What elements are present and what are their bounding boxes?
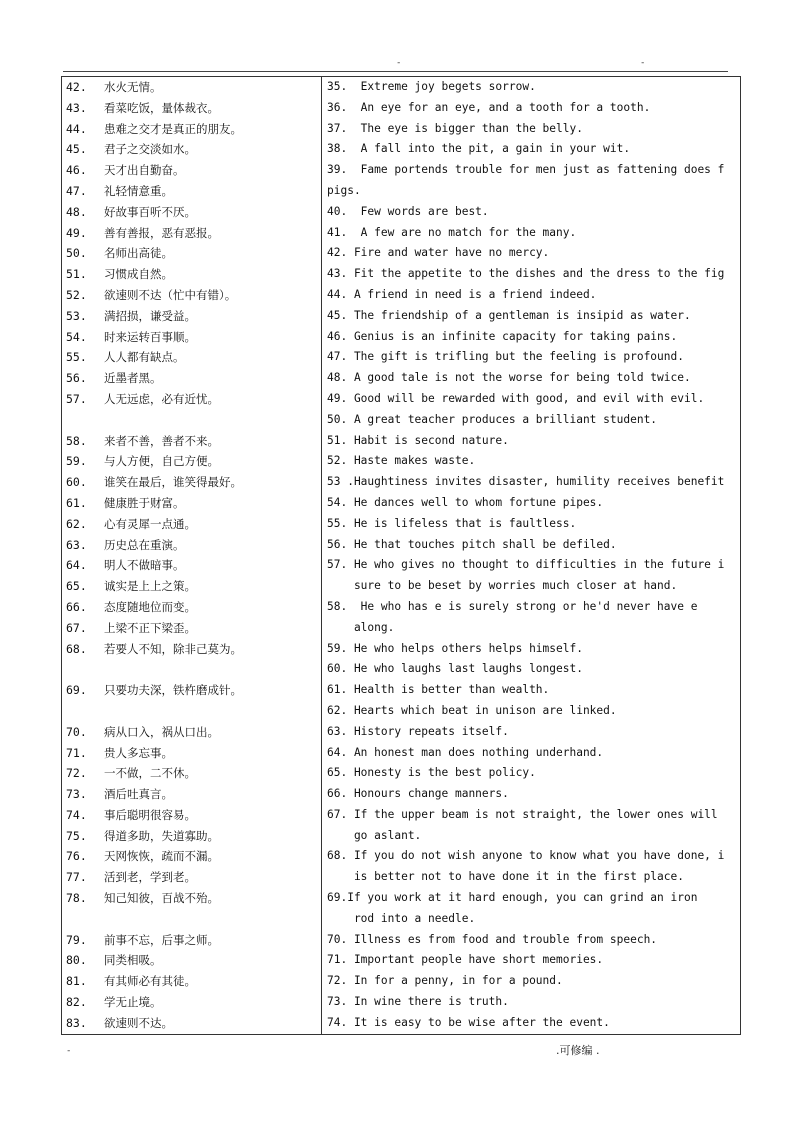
proverb-number: 53. — [66, 308, 87, 323]
chinese-proverb-row — [62, 846, 321, 867]
english-proverb-line: 47. The gift is trifling but the feeling is profound. — [327, 350, 684, 364]
proverb-text: 人人都有缺点。 — [104, 350, 185, 365]
english-proverb-line: sure to be beset by worries much closer at hand. — [327, 579, 678, 593]
proverb-number: 60. — [66, 475, 87, 490]
proverb-number: 65. — [66, 579, 87, 594]
proverb-number: 52. — [66, 287, 87, 302]
proverb-number: 63. — [66, 537, 87, 552]
proverb-text: 知己知彼，百战不殆。 — [104, 891, 219, 906]
english-proverb-line: 58. He who has e is surely strong or he'd never have e — [327, 599, 698, 613]
chinese-proverb-row — [62, 639, 321, 660]
english-proverb-line: 35. Extreme joy begets sorrow. — [327, 80, 536, 93]
proverb-number: 43. — [66, 100, 87, 115]
proverb-number: 56. — [66, 371, 87, 386]
english-proverb-line: 41. A few are no match for the many. — [327, 225, 577, 239]
chinese-proverb-row — [62, 909, 321, 930]
english-proverb-line: 56. He that touches pitch shall be defiled. — [327, 537, 617, 551]
proverb-number: 73. — [66, 787, 87, 802]
proverb-number: 80. — [66, 953, 87, 968]
chinese-proverb-row — [62, 451, 321, 472]
proverb-number: 82. — [66, 995, 87, 1010]
english-column — [322, 77, 741, 1035]
english-proverb-line: 70. Illness es from food and trouble from speech. — [327, 932, 658, 946]
proverb-number: 76. — [66, 849, 87, 864]
chinese-proverb-row — [62, 1013, 321, 1034]
english-proverb-line: 71. Important people have short memories. — [327, 953, 604, 967]
english-proverb-line: 59. He who helps others helps himself. — [327, 641, 583, 655]
proverb-number: 55. — [66, 350, 87, 365]
proverb-number: 57. — [66, 391, 87, 406]
proverb-number: 46. — [66, 163, 87, 178]
chinese-proverb-row — [62, 576, 321, 597]
chinese-proverb-row — [62, 431, 321, 452]
proverb-text: 欲速则不达（忙中有错）。 — [104, 287, 237, 302]
chinese-proverb-row — [62, 888, 321, 909]
proverb-text: 人无远虑，必有近忧。 — [104, 391, 219, 406]
english-proverb-line: 72. In for a penny, in for a pound. — [327, 974, 563, 988]
chinese-proverb-row — [62, 119, 321, 140]
english-proverb-line: 43. Fit the appetite to the dishes and the dress to the fig — [327, 267, 725, 281]
english-proverb-line: 63. History repeats itself. — [327, 724, 509, 738]
english-proverb-line: 42. Fire and water have no mercy. — [327, 246, 550, 260]
proverb-text: 患难之交才是真正的朋友。 — [104, 121, 242, 136]
proverb-text: 与人方便，自己方便。 — [104, 454, 219, 469]
english-proverb-line: 36. An eye for an eye, and a tooth for a tooth. — [327, 100, 651, 114]
proverb-number: 45. — [66, 142, 87, 157]
proverb-number: 44. — [66, 121, 87, 136]
english-proverb-line: 57. He who gives no thought to difficulties in the future i — [327, 558, 725, 572]
proverb-number: 54. — [66, 329, 87, 344]
english-proverb-line: 50. A great teacher produces a brilliant student. — [327, 412, 658, 426]
proverb-number: 75. — [66, 828, 87, 843]
chinese-proverb-row — [62, 805, 321, 826]
chinese-proverb-row — [62, 992, 321, 1013]
english-proverb-line: 54. He dances well to whom fortune pipes. — [327, 495, 604, 509]
proverb-number: 79. — [66, 932, 87, 947]
proverb-number: 67. — [66, 620, 87, 635]
english-proverb-line: 60. He who laughs last laughs longest. — [327, 662, 583, 676]
chinese-proverb-row — [62, 243, 321, 264]
proverb-text: 看菜吃饭，量体裁衣。 — [104, 100, 219, 115]
footer-editable-note: .可修编 . — [556, 1044, 600, 1057]
english-proverb-line: 61. Health is better than wealth. — [327, 683, 550, 697]
chinese-proverb-row — [62, 264, 321, 285]
proverb-text: 健康胜于财富。 — [104, 495, 185, 510]
chinese-proverb-row — [62, 597, 321, 618]
proverb-number: 74. — [66, 807, 87, 822]
proverb-text: 有其师必有其徒。 — [104, 974, 196, 989]
chinese-proverb-row — [62, 680, 321, 701]
proverb-number: 62. — [66, 516, 87, 531]
chinese-proverb-row — [62, 306, 321, 327]
chinese-proverb-row — [62, 389, 321, 410]
chinese-proverb-row — [62, 223, 321, 244]
english-proverb-line: 49. Good will be rewarded with good, and evil with evil. — [327, 391, 705, 405]
proverb-text: 天才出自勤奋。 — [104, 163, 185, 178]
chinese-proverb-row — [62, 514, 321, 535]
chinese-proverb-row — [62, 493, 321, 514]
proverb-number: 83. — [66, 1015, 87, 1030]
english-proverb-line: pigs. — [327, 183, 361, 197]
proverb-text: 心有灵犀一点通。 — [104, 516, 196, 531]
proverb-text: 事后聪明很容易。 — [104, 807, 196, 822]
chinese-proverb-row — [62, 327, 321, 348]
chinese-proverb-row — [62, 285, 321, 306]
english-proverb-line: 40. Few words are best. — [327, 204, 489, 218]
chinese-proverb-row — [62, 763, 321, 784]
english-proverb-line: go aslant. — [327, 828, 422, 842]
english-proverb-line: 69.If you work at it hard enough, you can grind an iron — [327, 891, 698, 905]
chinese-proverb-row — [62, 98, 321, 119]
proverb-text: 时来运转百事顺。 — [104, 329, 196, 344]
english-proverb-line: 66. Honours change manners. — [327, 787, 509, 801]
proverb-text: 来者不善，善者不来。 — [104, 433, 219, 448]
chinese-proverb-row — [62, 472, 321, 493]
english-proverb-line: 55. He is lifeless that is faultless. — [327, 516, 577, 530]
chinese-proverb-row — [62, 618, 321, 639]
english-proverb-line: 73. In wine there is truth. — [327, 995, 509, 1009]
chinese-proverb-row — [62, 867, 321, 888]
english-proverb-line: 74. It is easy to be wise after the event. — [327, 1015, 610, 1029]
english-proverb-line: 64. An honest man does nothing underhand. — [327, 745, 604, 759]
english-proverb-line: 37. The eye is bigger than the belly. — [327, 121, 583, 135]
proverb-text: 天网恢恢，疏而不漏。 — [104, 849, 219, 864]
proverb-number: 42. — [66, 80, 87, 94]
proverb-text: 酒后吐真言。 — [104, 787, 173, 802]
proverb-number: 68. — [66, 641, 87, 656]
english-proverb-line: 39. Fame portends trouble for men just as fattening does f — [327, 163, 725, 177]
proverb-text: 上梁不正下梁歪。 — [104, 620, 196, 635]
english-proverb-line: 52. Haste makes waste. — [327, 454, 476, 468]
english-proverb-line: 51. Habit is second nature. — [327, 433, 509, 447]
proverb-text: 同类相吸。 — [104, 953, 162, 968]
proverb-number: 59. — [66, 454, 87, 469]
proverb-text: 满招损，谦受益。 — [104, 308, 196, 323]
chinese-proverb-row — [62, 701, 321, 722]
proverb-text: 历史总在重演。 — [104, 537, 185, 552]
chinese-column — [62, 77, 322, 1035]
proverb-text: 一不做，二不休。 — [104, 766, 196, 781]
proverb-number: 64. — [66, 558, 87, 573]
proverb-number: 78. — [66, 891, 87, 906]
english-proverb-line: 44. A friend in need is a friend indeed. — [327, 287, 597, 301]
proverb-text: 前事不忘，后事之师。 — [104, 932, 219, 947]
english-proverb-line: 65. Honesty is the best policy. — [327, 766, 536, 780]
chinese-proverb-row — [62, 555, 321, 576]
proverb-text: 习惯成自然。 — [104, 267, 173, 282]
english-proverb-line: 48. A good tale is not the worse for being told twice. — [327, 371, 691, 385]
proverb-number: 69. — [66, 683, 87, 698]
chinese-proverb-row — [62, 139, 321, 160]
proverb-text: 好故事百听不厌。 — [104, 204, 196, 219]
english-proverb-line: 53 .Haughtiness invites disaster, humility receives benefit — [327, 475, 725, 489]
proverb-text: 只要功夫深，铁杵磨成针。 — [104, 683, 242, 698]
proverb-number: 48. — [66, 204, 87, 219]
proverb-text: 礼轻情意重。 — [104, 183, 173, 198]
proverb-number: 81. — [66, 974, 87, 989]
proverb-number: 61. — [66, 495, 87, 510]
footer-mark-left: - — [66, 1046, 72, 1056]
proverb-number: 77. — [66, 870, 87, 885]
english-proverb-line: 67. If the upper beam is not straight, the lower ones will — [327, 807, 718, 821]
proverb-text: 名师出高徒。 — [104, 246, 173, 261]
proverb-number: 72. — [66, 766, 87, 781]
proverb-text: 明人不做暗事。 — [104, 558, 185, 573]
chinese-proverb-row — [62, 743, 321, 764]
proverb-text: 态度随地位而变。 — [104, 599, 196, 614]
english-proverb-line: along. — [327, 620, 395, 634]
header-rule — [63, 71, 728, 72]
proverb-number: 71. — [66, 745, 87, 760]
chinese-proverb-row — [62, 368, 321, 389]
proverb-text: 善有善报，恶有恶报。 — [104, 225, 219, 240]
chinese-proverb-row — [62, 77, 321, 98]
chinese-proverb-row — [62, 722, 321, 743]
proverb-number: 51. — [66, 267, 87, 282]
proverb-text: 学无止境。 — [104, 995, 162, 1010]
english-proverb-line: 38. A fall into the pit, a gain in your wit. — [327, 142, 631, 156]
proverb-text: 君子之交淡如水。 — [104, 142, 196, 157]
english-proverb-line: 62. Hearts which beat in unison are linked. — [327, 703, 617, 717]
chinese-proverb-row — [62, 347, 321, 368]
proverb-text: 水火无情。 — [104, 80, 162, 94]
proverb-text: 谁笑在最后，谁笑得最好。 — [104, 475, 242, 490]
chinese-proverb-row — [62, 826, 321, 847]
proverb-number: 66. — [66, 599, 87, 614]
proverb-number: 58. — [66, 433, 87, 448]
proverb-number: 50. — [66, 246, 87, 261]
chinese-proverb-row — [62, 535, 321, 556]
chinese-proverb-row — [62, 659, 321, 680]
proverb-number: 47. — [66, 183, 87, 198]
proverb-text: 近墨者黑。 — [104, 371, 162, 386]
chinese-proverb-row — [62, 181, 321, 202]
proverb-text: 病从口入，祸从口出。 — [104, 724, 219, 739]
english-proverb-line: is better not to have done it in the first place. — [327, 870, 684, 884]
chinese-proverb-row — [62, 784, 321, 805]
proverb-text: 活到老，学到老。 — [104, 870, 196, 885]
chinese-proverb-row — [62, 950, 321, 971]
proverb-number: 70. — [66, 724, 87, 739]
proverb-number: 49. — [66, 225, 87, 240]
english-proverb-line: 46. Genius is an infinite capacity for taking pains. — [327, 329, 678, 343]
chinese-proverb-row — [62, 930, 321, 951]
chinese-proverb-row — [62, 410, 321, 431]
proverb-text: 若要人不知，除非己莫为。 — [104, 641, 242, 656]
chinese-proverb-row — [62, 160, 321, 181]
english-proverb-line: 45. The friendship of a gentleman is insipid as water. — [327, 308, 691, 322]
proverb-text: 欲速则不达。 — [104, 1015, 173, 1030]
proverb-text: 诚实是上上之策。 — [104, 579, 196, 594]
english-proverb-line: rod into a needle. — [327, 911, 476, 925]
proverb-table — [61, 76, 741, 1035]
header-mark-right: - — [640, 58, 646, 68]
proverb-text: 贵人多忘事。 — [104, 745, 173, 760]
chinese-proverb-row — [62, 202, 321, 223]
english-proverb-line: 68. If you do not wish anyone to know what you have done, i — [327, 849, 725, 863]
header-mark-left: - — [396, 58, 402, 68]
proverb-text: 得道多助，失道寡助。 — [104, 828, 219, 843]
chinese-proverb-row — [62, 971, 321, 992]
